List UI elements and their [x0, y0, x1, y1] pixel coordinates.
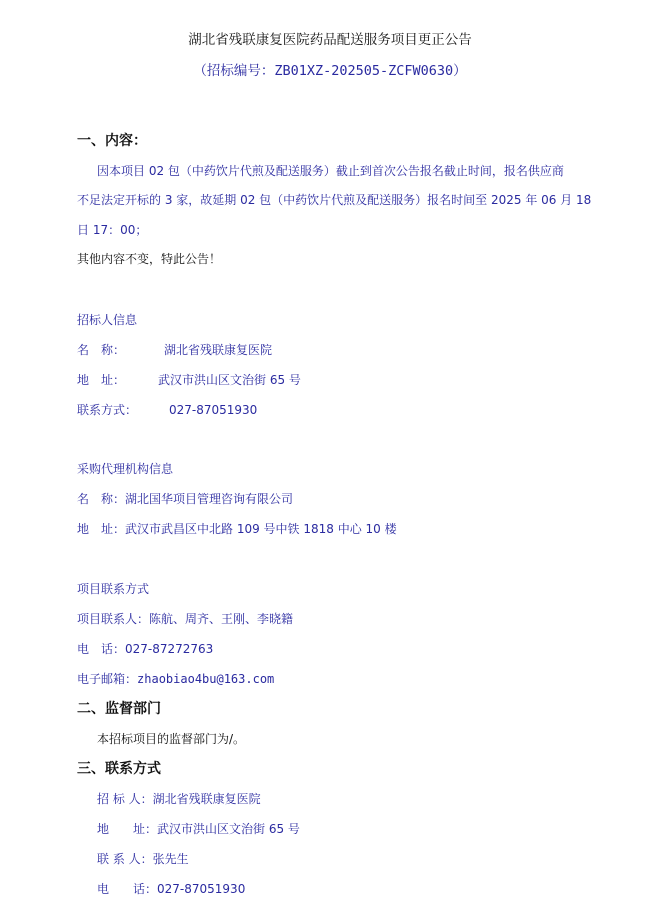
agency-address: 地 址：武汉市武昌区中北路 109 号中铁 1818 中心 10 楼: [77, 522, 397, 536]
closing-statement: 其他内容不变，特此公告！: [77, 252, 222, 266]
supervision-text: 本招标项目的监督部门为/。: [97, 732, 246, 746]
content-paragraph-line-3: 日 17：00；: [77, 223, 148, 237]
contact-row-address: [97, 821, 300, 837]
page-title: 湖北省残联康复医院药品配送服务项目更正公告: [188, 32, 472, 48]
project-contact-email-line: [77, 671, 274, 687]
contact-row-person: [97, 851, 189, 867]
contact-row-label: 地 址：: [97, 822, 158, 836]
purchaser-contact-label: 联系方式：: [77, 403, 138, 417]
purchaser-address-value: 武汉市洪山区文治街 65 号: [158, 373, 301, 387]
purchaser-name-label: 名 称：: [77, 343, 126, 357]
purchaser-heading: 招标人信息: [77, 313, 138, 327]
contact-row-label: 电 话：: [97, 882, 158, 896]
contact-row-label: 招 标 人：: [97, 792, 153, 806]
purchaser-contact-value: 027-87051930: [169, 403, 258, 417]
contact-row-purchaser: [97, 791, 261, 807]
contact-row-value: 027-87051930: [157, 882, 246, 896]
contact-row-value: 张先生: [152, 852, 189, 866]
contact-row-value: 武汉市洪山区文治街 65 号: [157, 822, 300, 836]
project-contact-persons: 项目联系人：陈航、周齐、王刚、李晓籍: [77, 612, 294, 626]
tender-number-line: [0, 63, 660, 79]
agency-heading: 采购代理机构信息: [77, 462, 174, 476]
tender-suffix: ）: [453, 63, 467, 79]
contact-row-label: 联 系 人：: [97, 852, 153, 866]
content-paragraph-line-2: 不足法定开标的 3 家，故延期 02 包（中药饮片代煎及配送服务）报名时间至 2025 年 06 月 18: [77, 193, 592, 207]
content-paragraph-line-1: 因本项目 02 包（中药饮片代煎及配送服务）截止到首次公告报名截止时间，报名供应商: [97, 164, 564, 178]
purchaser-address-label: 地 址：: [77, 373, 126, 387]
section-heading-content: 一、内容：: [77, 133, 147, 149]
project-contact-heading: 项目联系方式: [77, 582, 150, 596]
section-heading-supervision: 二、监督部门: [77, 701, 161, 717]
purchaser-name-value: 湖北省残联康复医院: [164, 343, 273, 357]
section-heading-contact: 三、联系方式: [77, 761, 161, 777]
email-link[interactable]: zhaobiao4bu@163.com: [137, 672, 275, 686]
tender-number: ZB01XZ-202505-ZCFW0630: [274, 63, 454, 79]
agency-name: 名 称：湖北国华项目管理咨询有限公司: [77, 492, 294, 506]
email-label: 电子邮箱：: [77, 672, 138, 686]
project-contact-phone: 电 话：027-87272763: [77, 642, 214, 656]
contact-row-phone: [97, 881, 245, 897]
tender-prefix: （招标编号：: [193, 63, 275, 79]
contact-row-value: 湖北省残联康复医院: [152, 792, 261, 806]
